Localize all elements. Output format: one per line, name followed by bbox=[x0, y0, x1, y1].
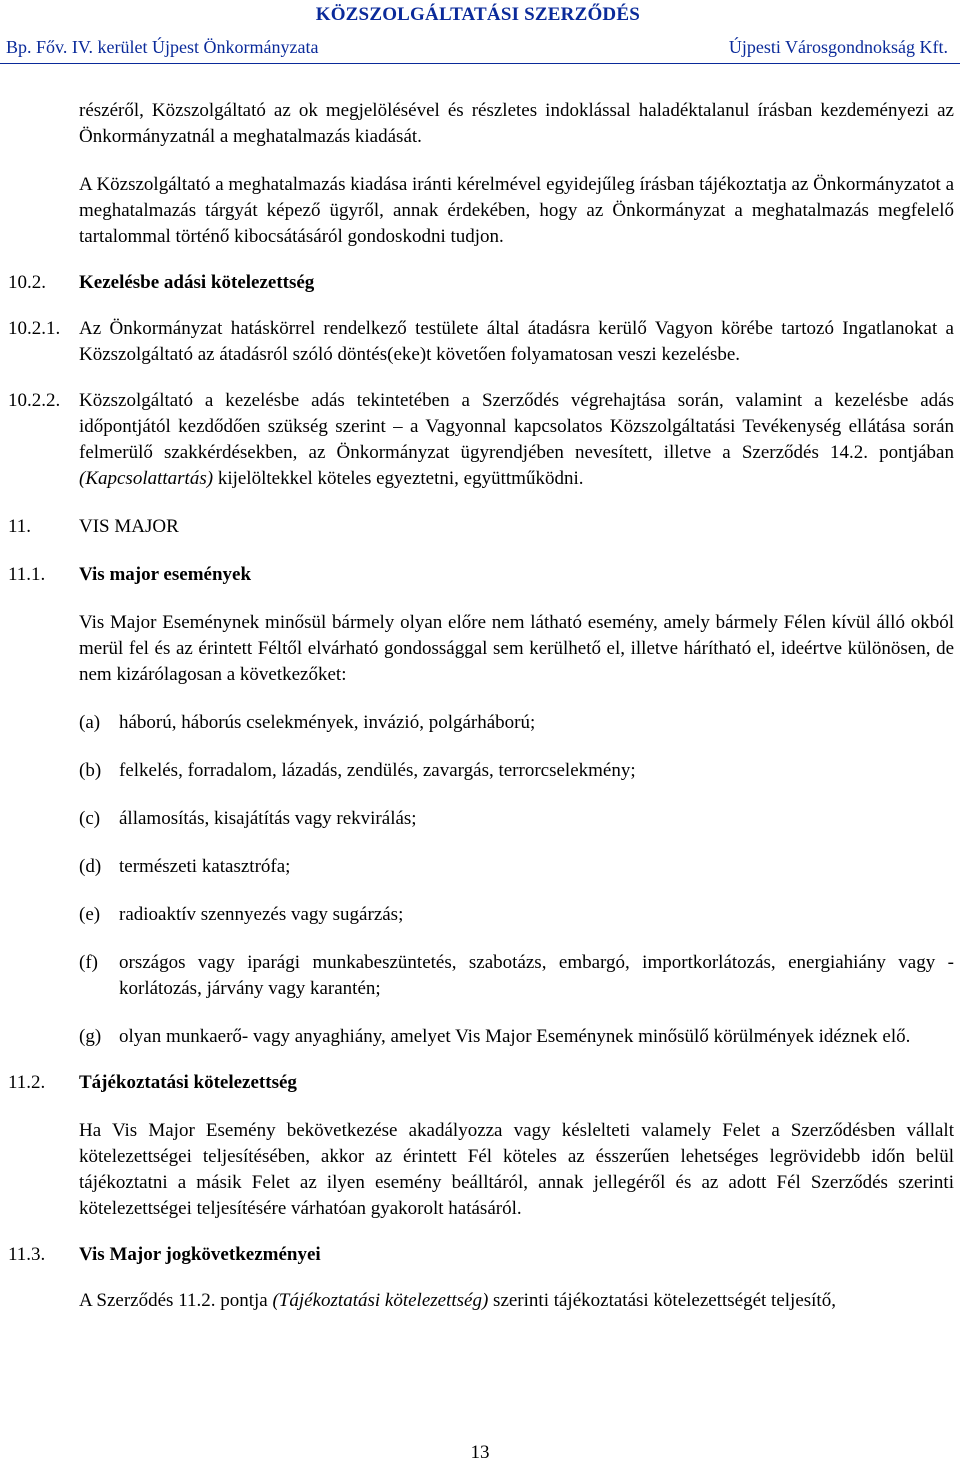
list-item bbox=[79, 1024, 954, 1050]
clause-text bbox=[79, 388, 954, 492]
section-title: Kezelésbe adási kötelezettség bbox=[79, 272, 315, 293]
clause-text-part: Közszolgáltató a kezelésbe adás tekintetében a Szerződés végrehajtása során, valamint a kezelésbe adás időpontjától kezdődően szükség szerint – a Vagyonnal kapcsolatos Közszolgáltatási Tevékenység ellátása során felmerülő szakkérdésekben, az Önkormányzat ügyrendjében nevesített, illetve a Szerződés 14.2. pontjában bbox=[79, 390, 954, 463]
item-label: (c) bbox=[79, 808, 101, 829]
document-title: KÖZSZOLGÁLTATÁSI SZERZŐDÉS bbox=[315, 4, 640, 25]
clause-10-2-1 bbox=[8, 316, 954, 368]
section-number: 11.3. bbox=[8, 1244, 46, 1265]
item-label: (g) bbox=[79, 1026, 102, 1047]
paragraph: A Közszolgáltató a meghatalmazás kiadása iránti kérelmével egyidejűleg írásban tájékoztatja az Önkormányzatot a meghatalmazás tárgyát képező ügyről, annak érdekében, hogy az Önkormányzat a meghatalmazás megfelelő tartalommal történő kibocsátásáról gondoskodni tudjon. bbox=[79, 174, 954, 247]
item-label: (d) bbox=[79, 856, 102, 877]
item-text: államosítás, kisajátítás vagy rekvirálás; bbox=[119, 808, 417, 829]
paragraph: Ha Vis Major Esemény bekövetkezése akadályozza vagy késlelteti valamely Felet a Szerződésben vállalt kötelezettségei teljesítésében, akkor az érintett Fél köteles az ésszerűen lehetséges legrövidebb időn belül tájékoztatni a másik Felet az ilyen esemény beálltáról, annak jellegéről és az adott Fél Szerződés szerinti kötelezettségei teljesítésére várhatóan gyakorolt hatásáról. bbox=[79, 1120, 954, 1219]
item-text: háború, háborús cselekmények, invázió, polgárháború; bbox=[119, 712, 536, 733]
clause-10-2-2 bbox=[8, 388, 954, 492]
paragraph-part: szerinti tájékoztatási kötelezettségét teljesítő, bbox=[488, 1290, 836, 1311]
item-label: (f) bbox=[79, 952, 98, 973]
header-party-right: Újpesti Városgondnokság Kft. bbox=[728, 37, 948, 57]
list-item bbox=[79, 854, 954, 880]
list-item bbox=[79, 710, 954, 736]
cross-reference: (Tájékoztatási kötelezettség) bbox=[272, 1290, 489, 1311]
item-label: (b) bbox=[79, 760, 102, 781]
page-header bbox=[0, 0, 960, 66]
section-number: 11.2. bbox=[8, 1072, 46, 1093]
section-number: 10.2. bbox=[8, 272, 46, 293]
section-heading-11 bbox=[8, 514, 954, 540]
section-number: 11.1. bbox=[8, 564, 46, 585]
list-item bbox=[79, 950, 954, 1002]
document-body bbox=[8, 98, 954, 1314]
clause-text-part: kijelöltekkel köteles egyeztetni, együttműködni. bbox=[213, 468, 584, 489]
section-heading-11-1 bbox=[8, 562, 954, 588]
paragraph bbox=[79, 1288, 954, 1314]
header-divider bbox=[0, 63, 960, 64]
section-heading-11-2 bbox=[8, 1070, 954, 1096]
item-text: radioaktív szennyezés vagy sugárzás; bbox=[119, 904, 404, 925]
item-text: természeti katasztrófa; bbox=[119, 856, 291, 877]
cross-reference: (Kapcsolattartás) bbox=[79, 468, 214, 489]
page-number: 13 bbox=[470, 1442, 490, 1463]
clause-text: Az Önkormányzat hatáskörrel rendelkező testülete által átadásra kerülő Vagyon körébe tartozó Ingatlanokat a Közszolgáltató az átadásról szóló döntés(eke)t követően folyamatosan veszi kezelésbe. bbox=[79, 318, 954, 365]
section-title: Tájékoztatási kötelezettség bbox=[79, 1072, 297, 1093]
section-title: Vis Major jogkövetkezményei bbox=[79, 1244, 321, 1265]
clause-number: 10.2.2. bbox=[8, 390, 61, 411]
paragraph: Vis Major Eseménynek minősül bármely olyan előre nem látható esemény, amely bármely Félen kívül álló okból merül fel és az érintett Féltől elvárható gondossággal sem kerülhető el, illetve hárítható el, ideértve különösen, de nem kizárólagosan a következőket: bbox=[79, 612, 954, 685]
paragraph: részéről, Közszolgáltató az ok megjelölésével és részletes indoklással haladéktalanul írásban kezdeményezi az Önkormányzatnál a meghatalmazás kiadását. bbox=[79, 100, 954, 147]
event-list bbox=[79, 710, 954, 1050]
header-party-left: Bp. Főv. IV. kerület Újpest Önkormányzata bbox=[6, 37, 319, 57]
item-text: olyan munkaerő- vagy anyaghiány, amelyet Vis Major Eseménynek minősülő körülmények idéznek elő. bbox=[119, 1026, 911, 1047]
section-heading-10-2 bbox=[8, 270, 954, 296]
list-item bbox=[79, 806, 954, 832]
item-label: (a) bbox=[79, 712, 101, 733]
paragraph-part: A Szerződés 11.2. pontja bbox=[79, 1290, 273, 1311]
list-item bbox=[79, 758, 954, 784]
section-number: 11. bbox=[8, 516, 32, 537]
item-text: felkelés, forradalom, lázadás, zendülés, zavargás, terrorcselekmény; bbox=[119, 760, 636, 781]
item-text: országos vagy iparági munkabeszüntetés, szabotázs, embargó, importkorlátozás, energiahiány vagy -korlátozás, járvány vagy karantén; bbox=[119, 952, 954, 999]
section-title: Vis major események bbox=[79, 564, 252, 585]
clause-number: 10.2.1. bbox=[8, 318, 61, 339]
section-heading-11-3 bbox=[8, 1242, 954, 1268]
item-label: (e) bbox=[79, 904, 101, 925]
list-item bbox=[79, 902, 954, 928]
section-title: VIS MAJOR bbox=[79, 516, 179, 537]
